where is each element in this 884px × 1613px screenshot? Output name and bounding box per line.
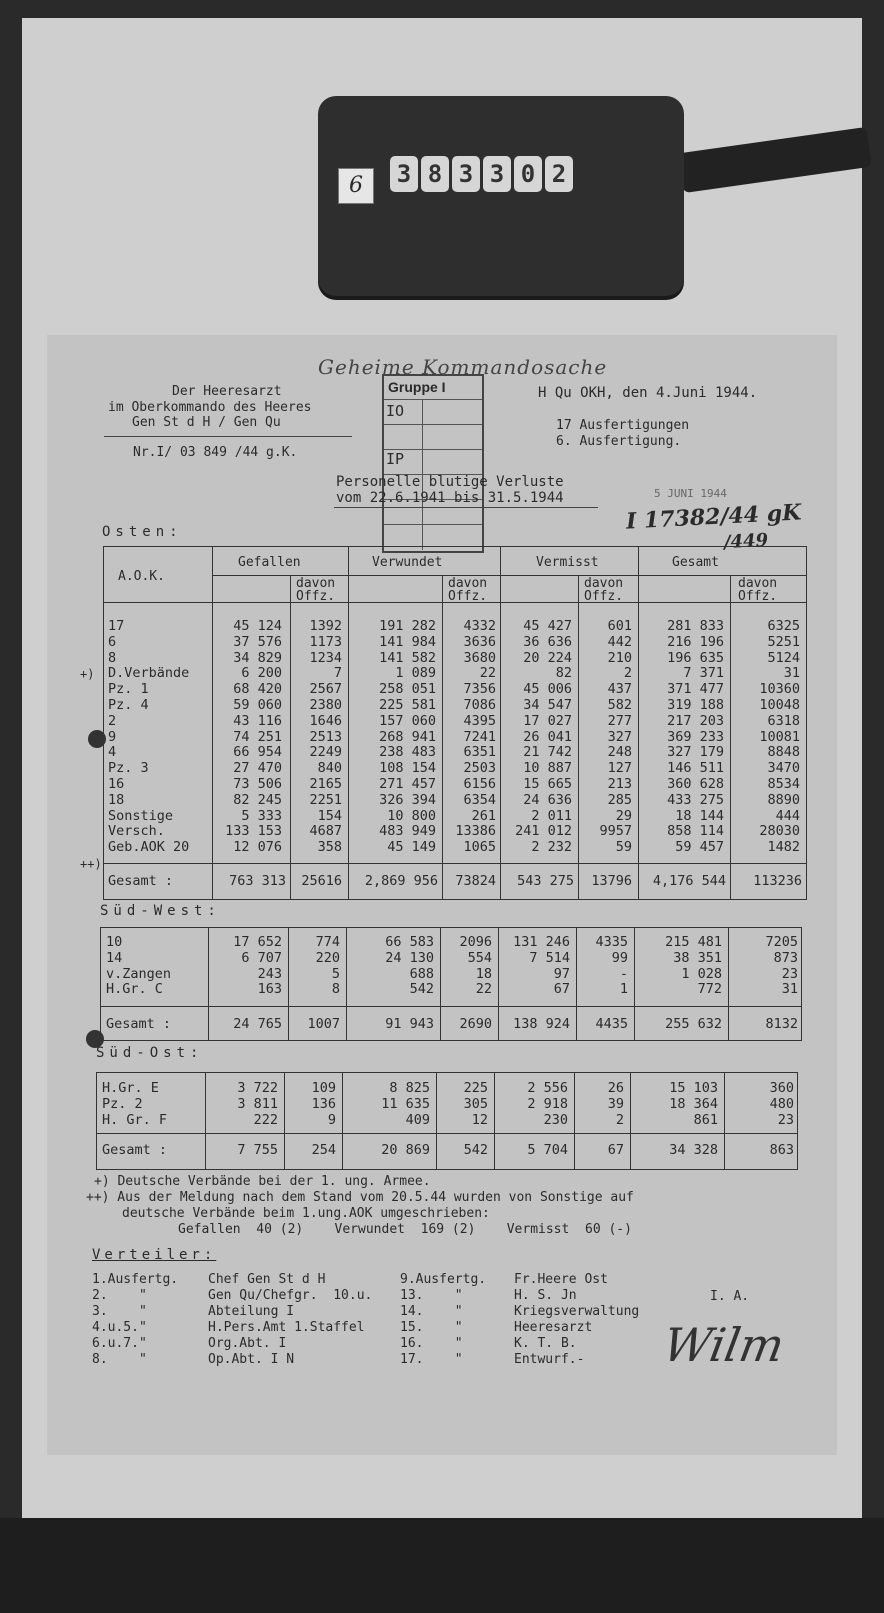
suedwest-gefallen-offz: 774 220 5 8: [315, 934, 340, 998]
osten-total-vermisst: 543 275: [517, 873, 574, 889]
suedost-total-gesamt-offz: 863: [769, 1142, 794, 1158]
osten-labels: 17 6 8 D.Verbände Pz. 1 Pz. 4 2 9 4 Pz. 3 16 18 Sonstige Versch. Geb.AOK 20: [108, 618, 190, 856]
punch-hole: [86, 1030, 104, 1048]
distribution-right-recipients: Fr.Heere Ost H. S. Jn Kriegsverwaltung Heeresarzt K. T. B. Entwurf.-: [514, 1272, 640, 1367]
footnote-1: +) Deutsche Verbände bei der 1. ung. Armee.: [94, 1174, 431, 1189]
osten-total-verwundet-offz: 73824: [455, 873, 496, 889]
footnote-marks: +) ++): [80, 667, 102, 871]
suedost-labels: H.Gr. E Pz. 2 H. Gr. F: [102, 1080, 168, 1128]
counter-digit: 0: [514, 156, 542, 192]
osten-total-gefallen-offz: 25616: [301, 873, 342, 889]
section-title-suedwest: Süd-West:: [100, 903, 221, 919]
suedwest-verwundet-offz: 2096 554 18 22: [459, 934, 492, 998]
sender-line-3: Gen St d H / Gen Qu: [132, 415, 281, 430]
received-date-stamp: 5 JUNI 1944: [654, 487, 727, 500]
copies-total: 17 Ausfertigungen: [556, 418, 690, 433]
suedost-total-vermisst-offz: 67: [607, 1142, 624, 1158]
counter-digit: 3: [452, 156, 480, 192]
suedwest-verwundet: 66 583 24 130 688 542: [385, 934, 434, 998]
footnote-2: ++) Aus der Meldung nach dem Stand vom 20.5.44 wurden von Sonstige auf: [86, 1190, 634, 1205]
suedwest-gesamt-offz: 7205 873 23 31: [765, 934, 798, 998]
osten-verwundet-offz: 4332 3636 3680 22 7356 7086 4395 7241 6351 2503 6156 6354 261 13386 1065: [455, 618, 496, 856]
osten-total-gefallen: 763 313: [229, 873, 286, 889]
distribution-left-copies: 1.Ausfertg. 2. " 3. " 4.u.5." 6.u.7." 8. ": [92, 1272, 179, 1367]
osten-gesamt: 281 833 216 196 196 635 7 371 371 477 319 188 217 203 369 233 327 179 146 511 360 628 433 275 18 144 858 114 59 457: [667, 618, 724, 856]
reference-number: Nr.I/ 03 849 /44 g.K.: [133, 445, 298, 460]
counter-digit: 3: [390, 156, 418, 192]
suedost-total-gesamt: 34 328: [669, 1142, 718, 1158]
gruppe-label: Gruppe I: [388, 379, 446, 395]
counter-label: 6: [338, 168, 374, 204]
counter-digit: 2: [545, 156, 573, 192]
gruppe-row-ip: IP: [386, 450, 405, 468]
osten-total-verwundet: 2,869 956: [364, 873, 438, 889]
table-total-divider: [96, 1133, 798, 1134]
footnote-2-cont: deutsche Verbände beim 1.ung.AOK umgeschrieben:: [122, 1206, 490, 1221]
osten-total-label: Gesamt :: [108, 873, 174, 889]
copy-number: 6. Ausfertigung.: [556, 434, 682, 449]
suedost-verwundet: 8 825 11 635 409: [381, 1080, 430, 1128]
suedost-verwundet-offz: 225 305 12: [463, 1080, 488, 1128]
suedwest-total-gefallen: 24 765: [233, 1016, 282, 1032]
section-title-suedost: Süd-Ost:: [96, 1045, 204, 1061]
suedwest-total-gefallen-offz: 1007: [307, 1016, 340, 1032]
header-davon-offz: davon Offz.: [584, 576, 624, 604]
subject-underline: [334, 507, 598, 508]
osten-total-gesamt: 4,176 544: [652, 873, 726, 889]
osten-gesamt-offz: 6325 5251 5124 31 10360 10048 6318 10081 8848 3470 8534 8890 444 28030 1482: [759, 618, 800, 856]
suedwest-total-vermisst: 138 924: [513, 1016, 570, 1032]
suedost-gesamt: 15 103 18 364 861: [669, 1080, 718, 1128]
table-total-divider: [103, 863, 807, 864]
distribution-title: Verteiler:: [92, 1247, 217, 1263]
suedwest-total-verwundet: 91 943: [385, 1016, 434, 1032]
suedwest-vermisst: 131 246 7 514 97 67: [513, 934, 570, 998]
suedost-total-verwundet: 20 869: [381, 1142, 430, 1158]
header-davon-offz: davon Offz.: [296, 576, 336, 604]
header-aok: A.O.K.: [118, 569, 165, 584]
i-a-mark: I. A.: [710, 1289, 750, 1304]
osten-total-vermisst-offz: 13796: [591, 873, 632, 889]
sender-underline: [104, 436, 352, 437]
counter-digit: 3: [483, 156, 511, 192]
suedost-gefallen: 3 722 3 811 222: [237, 1080, 278, 1128]
sender-line-2: im Oberkommando des Heeres: [108, 400, 312, 415]
signature: Wilm: [659, 1318, 789, 1372]
section-title-osten: Osten:: [102, 524, 183, 540]
osten-vermisst: 45 427 36 636 20 224 82 45 006 34 547 17 027 26 041 21 742 10 887 15 665 24 636 2 011 241 012 2 232: [515, 618, 572, 856]
footnote-2-figures: Gefallen 40 (2) Verwundet 169 (2) Vermisst 60 (-): [178, 1222, 632, 1237]
subject-line-2: vom 22.6.1941 bis 31.5.1944: [336, 490, 564, 506]
suedwest-total-vermisst-offz: 4435: [595, 1016, 628, 1032]
header-davon-offz: davon Offz.: [448, 576, 488, 604]
suedost-total-gefallen-offz: 254: [311, 1142, 336, 1158]
gruppe-row-io: IO: [386, 402, 405, 420]
osten-verwundet: 191 282 141 984 141 582 1 089 258 051 225 581 157 060 268 941 238 483 108 154 271 457 326 394 10 800 483 949 45 149: [379, 618, 436, 856]
punch-hole: [88, 730, 106, 748]
header-gefallen: Gefallen: [238, 555, 301, 570]
suedost-gesamt-offz: 360 480 23: [769, 1080, 794, 1128]
handwritten-reference: I 17382/44 gK: [625, 499, 802, 535]
suedwest-total-gesamt-offz: 8132: [765, 1016, 798, 1032]
osten-vermisst-offz: 601 442 210 2 437 582 277 327 248 127 213 285 29 9957 59: [599, 618, 632, 856]
suedwest-gesamt: 215 481 38 351 1 028 772: [665, 934, 722, 998]
counter-digits: [390, 156, 573, 192]
sender-line-1: Der Heeresarzt: [172, 384, 282, 399]
counter-digit: 8: [421, 156, 449, 192]
header-gesamt: Gesamt: [672, 555, 719, 570]
table-total-divider: [100, 1006, 802, 1007]
suedwest-gefallen: 17 652 6 707 243 163: [233, 934, 282, 998]
suedwest-vermisst-offz: 4335 99 - 1: [595, 934, 628, 998]
suedost-vermisst-offz: 26 39 2: [607, 1080, 624, 1128]
osten-gefallen: 45 124 37 576 34 829 6 200 68 420 59 060 43 116 74 251 66 954 27 470 73 506 82 245 5 333 133 153 12 076: [225, 618, 282, 856]
distribution-left-recipients: Chef Gen St d H Gen Qu/Chefgr. 10.u. Abteilung I H.Pers.Amt 1.Staffel Org.Abt. I Op.Abt. I N: [208, 1272, 373, 1367]
suedost-vermisst: 2 556 2 918 230: [527, 1080, 568, 1128]
header-vermisst: Vermisst: [536, 555, 599, 570]
suedwest-total-gesamt: 255 632: [665, 1016, 722, 1032]
place-date: H Qu OKH, den 4.Juni 1944.: [538, 385, 758, 401]
distribution-right-copies: 9.Ausfertg. 13. " 14. " 15. " 16. " 17. ": [400, 1272, 487, 1367]
suedwest-labels: 10 14 v.Zangen H.Gr. C: [106, 934, 172, 998]
suedwest-total-verwundet-offz: 2690: [459, 1016, 492, 1032]
suedwest-total-label: Gesamt :: [106, 1016, 172, 1032]
osten-gefallen-offz: 1392 1173 1234 7 2567 2380 1646 2513 2249 840 2165 2251 154 4687 358: [309, 618, 342, 856]
suedost-total-vermisst: 5 704: [527, 1142, 568, 1158]
header-davon-offz: davon Offz.: [738, 576, 778, 604]
header-verwundet: Verwundet: [372, 555, 443, 570]
suedost-total-verwundet-offz: 542: [463, 1142, 488, 1158]
subject-line-1: Personelle blutige Verluste: [336, 474, 564, 490]
classification-stamp: Geheime Kommandosache: [318, 355, 608, 379]
suedost-total-gefallen: 7 755: [237, 1142, 278, 1158]
handwritten-number: /449: [723, 529, 769, 554]
osten-total-gesamt-offz: 113236: [753, 873, 802, 889]
frame-bottom-edge: [0, 1518, 884, 1613]
suedost-gefallen-offz: 109 136 9: [311, 1080, 336, 1128]
suedost-total-label: Gesamt :: [102, 1142, 168, 1158]
